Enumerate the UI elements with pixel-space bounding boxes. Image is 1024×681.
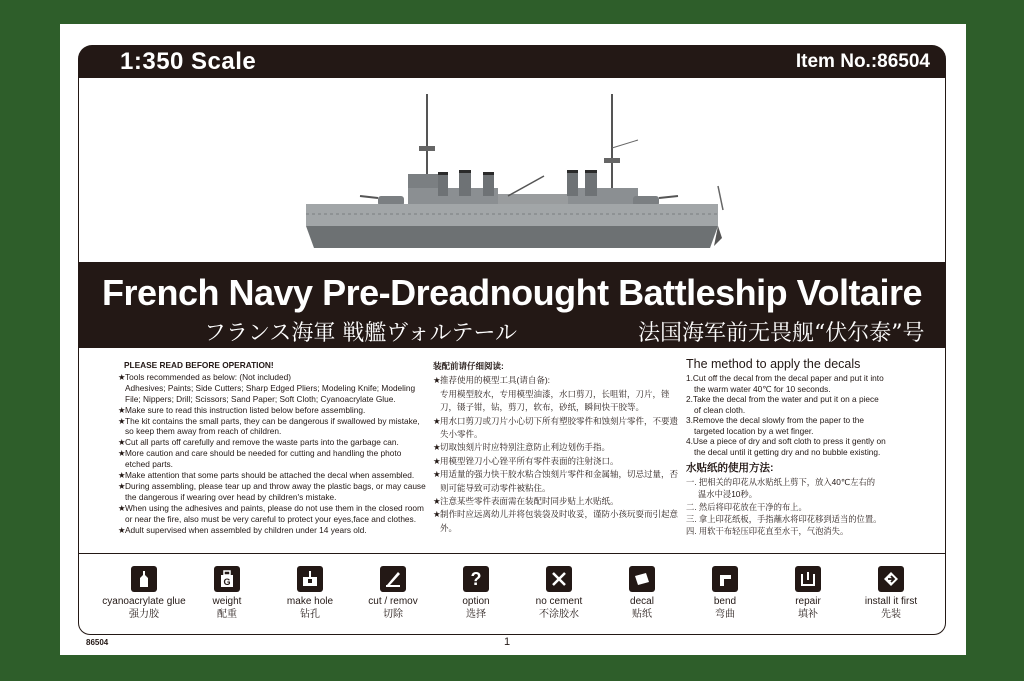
star-bullet: ★: [118, 502, 126, 513]
decal-step-line: of clean cloth.: [694, 404, 746, 415]
list-item: [433, 441, 683, 454]
page-number: 1: [504, 636, 511, 648]
symbol-legend: [78, 566, 946, 626]
list-item: [433, 455, 683, 468]
legend-label-cn: 选择: [466, 609, 486, 620]
weight-icon: [214, 566, 240, 592]
list-item: [118, 481, 428, 503]
chinese-notes: [433, 360, 683, 535]
decal-cn-heading: 水贴纸的使用方法:: [686, 462, 774, 474]
legend-label-cn: 不涂胶水: [539, 609, 579, 620]
list-item: [433, 388, 683, 415]
list-item-text: 切取蚀刻片时应特别注意防止利边划伤手指。: [440, 442, 611, 453]
install-first-icon: [878, 566, 904, 592]
list-item: [118, 405, 428, 416]
knife-cut-icon: [380, 566, 406, 592]
list-item-text: 制作时应远离幼儿并将包装袋及时收妥，谨防小孩玩耍而引起意外。: [440, 509, 679, 533]
legend-label-en: bend: [713, 596, 737, 607]
star-bullet: ★: [118, 371, 126, 382]
decal-step-line: targeted location by a wet finger.: [694, 425, 814, 436]
list-item: [433, 508, 683, 535]
title-english: French Navy Pre-Dreadnought Battleship Voltaire: [101, 272, 922, 313]
battleship-profile-image: [78, 78, 946, 262]
list-item-text: 专用模型胶水，专用模型油漆，水口剪刀，长咀钳，刀片，锉刀，镊子钳，钻，剪刀，软布，砂纸，瞬间快干胶等。: [440, 388, 670, 413]
english-notes: [118, 360, 428, 536]
decal-icon: [629, 566, 655, 592]
list-item-text: 推荐使用的模型工具(请自备):: [440, 375, 551, 386]
footer-item-code: 86504: [86, 638, 109, 647]
legend-label-en: option: [462, 596, 490, 607]
list-item: [118, 416, 428, 438]
legend-label-cn: 贴纸: [632, 609, 652, 620]
star-bullet: ★: [118, 524, 126, 535]
list-item-text: The kit contains the small parts, they can be dangerous if swallowed by mistake, so keep them away from reach of children.: [125, 415, 420, 437]
list-item-text: Make attention that some parts should be attached the decal when assembled.: [125, 470, 415, 481]
legend-label-cn: 先装: [881, 609, 901, 620]
title-chinese: 法国海军前无畏舰“伏尔泰”号: [638, 321, 925, 346]
list-item: [118, 372, 428, 383]
legend-label-cn: 切除: [383, 609, 403, 620]
list-item-text: Make sure to read this instruction listed below before assembling.: [125, 404, 366, 415]
list-item: [118, 383, 428, 405]
list-item-text: Cut all parts off carefully and remove the waste parts into the garbage can.: [125, 437, 399, 448]
legend-label-en: repair: [795, 596, 821, 607]
legend-item-install-first: [836, 566, 946, 621]
item-number: Item No.:86504: [795, 51, 930, 72]
list-item: [118, 448, 428, 470]
glue-bottle-icon: [131, 566, 157, 592]
scale-label: 1:350 Scale: [120, 48, 257, 75]
list-item-text: More caution and care should be needed for cutting and handling the photo etched parts.: [125, 448, 402, 470]
ship-illustration: [78, 78, 946, 262]
decal-step-line: the decal until it getting dry and no bubble existing.: [694, 446, 881, 457]
section-divider: [78, 553, 946, 554]
list-item-text: Tools recommended as below: (Not included): [125, 371, 292, 382]
legend-label-cn: 强力胶: [129, 609, 159, 620]
decal-step-line: the warm water 40℃ for 10 seconds.: [694, 383, 831, 394]
list-item-text: 用水口剪刀或刀片小心切下所有塑胶零件和蚀刻片零件，不要遗失小零件。: [440, 415, 679, 440]
decal-cn-step-line: 二. 然后将印花放在干净的布上。: [686, 501, 807, 512]
star-bullet: ★: [433, 469, 441, 480]
star-bullet: ★: [433, 442, 441, 453]
star-bullet: ★: [118, 470, 126, 481]
decal-heading: The method to apply the decals: [686, 357, 861, 371]
list-item: [433, 415, 683, 442]
list-item-text: 用适量的强力快干胶水粘合蚀刻片零件和金属轴，切忌过量，否则可能导致可动零件被粘住。: [440, 469, 679, 493]
question-icon: ?: [463, 566, 489, 592]
decal-cn-step-line: 温水中浸10秒。: [698, 489, 758, 500]
legend-label-en: weight: [212, 596, 242, 607]
legend-label-cn: 钻孔: [300, 609, 320, 620]
decal-step-line: 2.Take the decal from the water and put it on a piece: [686, 394, 879, 404]
title-japanese: フランス海軍 戦艦ヴォルテール: [204, 321, 518, 346]
decal-step-line: 1.Cut off the decal from the decal paper and put it into: [686, 373, 884, 383]
star-bullet: ★: [118, 448, 126, 459]
legend-label-cn: 配重: [217, 609, 237, 620]
list-item-text: During assembling, please tear up and throw away the plastic bags, or may cause the dangerous if wearing over head by children's mistake.: [125, 480, 426, 502]
repair-icon: [795, 566, 821, 592]
legend-label-en: make hole: [286, 596, 334, 607]
english-notes-heading: PLEASE READ BEFORE OPERATION!: [124, 360, 274, 370]
decal-cn-step-line: 一. 把相关的印花从水贴纸上剪下，放入40℃左右的: [686, 476, 876, 487]
bend-icon: [712, 566, 738, 592]
list-item: [118, 470, 428, 481]
list-item: [118, 503, 428, 525]
chinese-notes-heading: 装配前请仔细阅读:: [433, 361, 504, 371]
list-item: [433, 468, 683, 495]
list-item-text: Adult supervised when assembled by children under 14 years old.: [125, 524, 367, 535]
list-item: [118, 525, 428, 536]
list-item: [118, 437, 428, 448]
legend-label-en: cut / remov: [368, 596, 418, 607]
star-bullet: ★: [433, 415, 441, 426]
list-item-text: When using the adhesives and paints, please do not use them in the closed room or near the fire, also must be very careful to protect your eyes,face and clothes.: [125, 502, 424, 524]
star-bullet: ★: [118, 437, 126, 448]
star-bullet: ★: [118, 415, 126, 426]
legend-label-en: install it first: [864, 596, 918, 607]
header-bar: [78, 45, 946, 78]
legend-label-cn: 弯曲: [715, 609, 735, 620]
svg-text:G: G: [223, 577, 231, 587]
decal-cn-step-line: 三. 拿上印花纸板，手指蘸水将印花移到适当的位置。: [686, 513, 882, 524]
legend-label-en: cyanoacrylate glue: [102, 596, 186, 607]
legend-label-en: no cement: [535, 596, 583, 607]
star-bullet: ★: [433, 509, 441, 520]
legend-label-en: decal: [630, 596, 654, 607]
star-bullet: ★: [433, 455, 441, 466]
title-bar: [78, 262, 946, 348]
decal-step-line: 4.Use a piece of dry and soft cloth to press it gently on: [686, 436, 886, 446]
decal-step-line: 3.Remove the decal slowly from the paper to the: [686, 415, 865, 425]
list-item-text: Adhesives; Paints; Side Cutters; Sharp Edged Pliers; Modeling Knife; Modeling File; Nippers; Drill; Scissors; Sand Paper; Soft Cloth; Cyanoacrylate Glue.: [125, 382, 416, 404]
decal-cn-step-line: 四. 用软干布轻压印花直至水干，气泡消失。: [686, 526, 849, 537]
list-item: [433, 374, 683, 387]
legend-label-cn: 填补: [798, 609, 818, 620]
drill-hole-icon: [297, 566, 323, 592]
star-bullet: ★: [433, 375, 441, 386]
list-item: [433, 495, 683, 508]
decal-instructions: [686, 357, 936, 537]
star-bullet: ★: [118, 480, 126, 491]
no-cement-icon: [546, 566, 572, 592]
star-bullet: ★: [118, 404, 126, 415]
list-item-text: 注意某些零件表面需在装配时同步贴上水贴纸。: [440, 496, 619, 507]
list-item-text: 用模型锉刀小心锉平所有零件表面的注射浇口。: [440, 455, 619, 466]
star-bullet: ★: [433, 496, 441, 507]
